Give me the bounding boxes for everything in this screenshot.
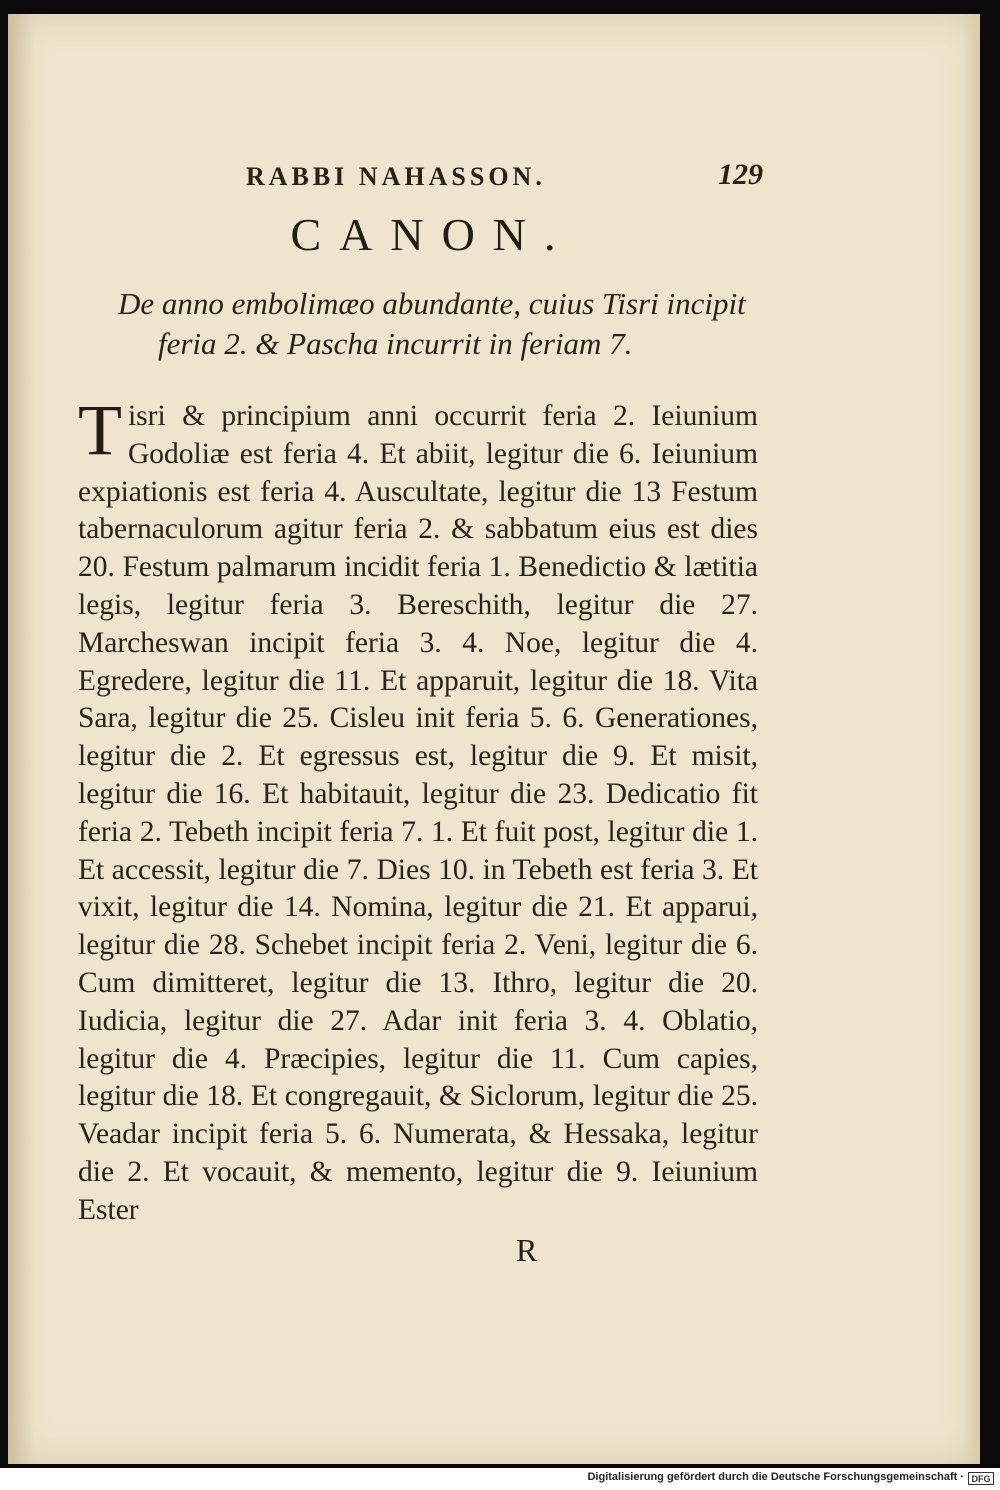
- page-number: 129: [718, 158, 763, 191]
- section-title: CANON.: [290, 209, 574, 260]
- drop-cap: T: [78, 390, 122, 470]
- subtitle-line-1: De anno embolimæo abundante, cuius Tisri incipit: [118, 286, 746, 321]
- body-paragraph: isri & principium anni occurrit feria 2. Ieiunium Godoliæ est feria 4. Et abiit, legitur die 6. Ieiunium expiationis est feria 4. Auscultate, legitur die 13 Festum tabernaculorum agitur feria 2. & sabbatum eius est dies 20. Festum palmarum incidit feria 1. Benedictio & lætitia legis, legitur feria 3. Bereschith, legitur die 27. Marcheswan incipit feria 3. 4. Noe, legitur die 4. Egredere, legitur die 11. Et apparuit, legitur die 18. Vita Sara, legitur die 25. Cisleu init feria 5. 6. Generationes, legitur die 2. Et egressus est, legitur die 9. Et misit, legitur die 16. Et habitauit, legitur die 23. Dedicatio fit feria 2. Tebeth incipit feria 7. 1. Et fuit post, legitur die 1. Et accessit, legitur die 7. Dies 10. in Tebeth est feria 3. Et vixit, legitur die 14. Nomina, legitur die 21. Et apparui, legitur die 28. Schebet incipit feria 2. Veni, legitur die 6. Cum dimitteret, legitur die 13. Ithro, legitur die 20. Iudicia, legitur die 27. Adar init feria 3. 4. Oblatio, legitur die 4. Præcipies, legitur die 11. Cum capies, legitur die 18. Et congregauit, & Siclorum, legitur die 25. Veadar incipit feria 5. 6. Numerata, & Hessaka, legitur die 2. Et vocauit, & memento, legitur die 9. Ieiunium Ester: [78, 400, 758, 1226]
- subtitle-line-2: feria 2. & Pascha incurrit in feriam 7.: [158, 326, 633, 361]
- book-page: [8, 14, 980, 1464]
- section-subtitle: [118, 284, 758, 364]
- running-head: [8, 158, 980, 202]
- page-edge-shadow: [962, 14, 980, 1464]
- footer-bar: [0, 1468, 1000, 1490]
- dfg-logo-icon: DFG: [968, 1472, 994, 1485]
- footer-credit: Digitalisierung gefördert durch die Deutsche Forschungsgemeinschaft ·: [587, 1471, 964, 1483]
- signature-mark: R: [516, 1232, 538, 1268]
- running-title: RABBI NAHASSON.: [246, 162, 546, 191]
- body-text: [78, 390, 758, 1230]
